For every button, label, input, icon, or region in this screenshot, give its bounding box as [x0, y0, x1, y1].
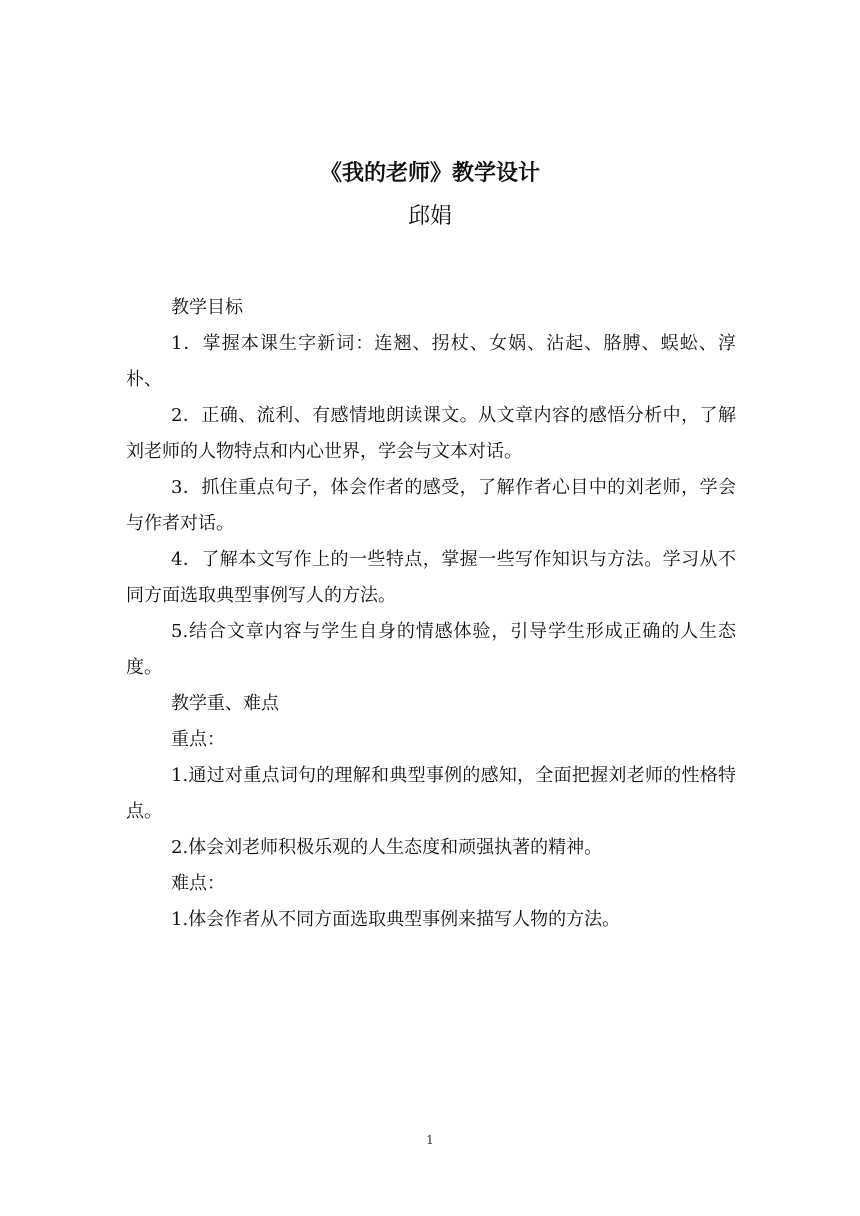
page-number: 1: [426, 1133, 434, 1147]
key-point-paragraph-2: 2.体会刘老师积极乐观的人生态度和顽强执著的精神。: [171, 837, 603, 858]
document-title: 《我的老师》教学设计: [319, 160, 540, 186]
objective-paragraph-4: 4．了解本文写作上的一些特点，掌握一些写作知识与方法。学习从不同方面选取典型事例写人的方法。: [126, 549, 736, 606]
subheading-difficult-point: 难点：: [171, 873, 225, 894]
objective-paragraph-1: 1．掌握本课生字新词：连翘、拐杖、女娲、沾起、胳膊、蜈蚣、淳朴、: [126, 333, 736, 390]
document-body: [126, 290, 736, 938]
document-author: 邱娟: [407, 204, 452, 229]
objective-paragraph-2: 2．正确、流利、有感情地朗读课文。从文章内容的感悟分析中，了解刘老师的人物特点和内心世界，学会与文本对话。: [126, 405, 736, 462]
section-heading-objectives: 教学目标: [171, 297, 243, 318]
section-heading-key-points: 教学重、难点: [171, 693, 279, 714]
objective-paragraph-3: 3．抓住重点句子，体会作者的感受，了解作者心目中的刘老师，学会与作者对话。: [126, 477, 736, 534]
objective-paragraph-5: 5.结合文章内容与学生自身的情感体验，引导学生形成正确的人生态度。: [126, 621, 736, 678]
key-point-paragraph-1: 1.通过对重点词句的理解和典型事例的感知，全面把握刘老师的性格特点。: [126, 765, 736, 822]
subheading-key-point: 重点：: [171, 729, 225, 750]
difficult-point-paragraph-1: 1.体会作者从不同方面选取典型事例来描写人物的方法。: [171, 909, 621, 930]
